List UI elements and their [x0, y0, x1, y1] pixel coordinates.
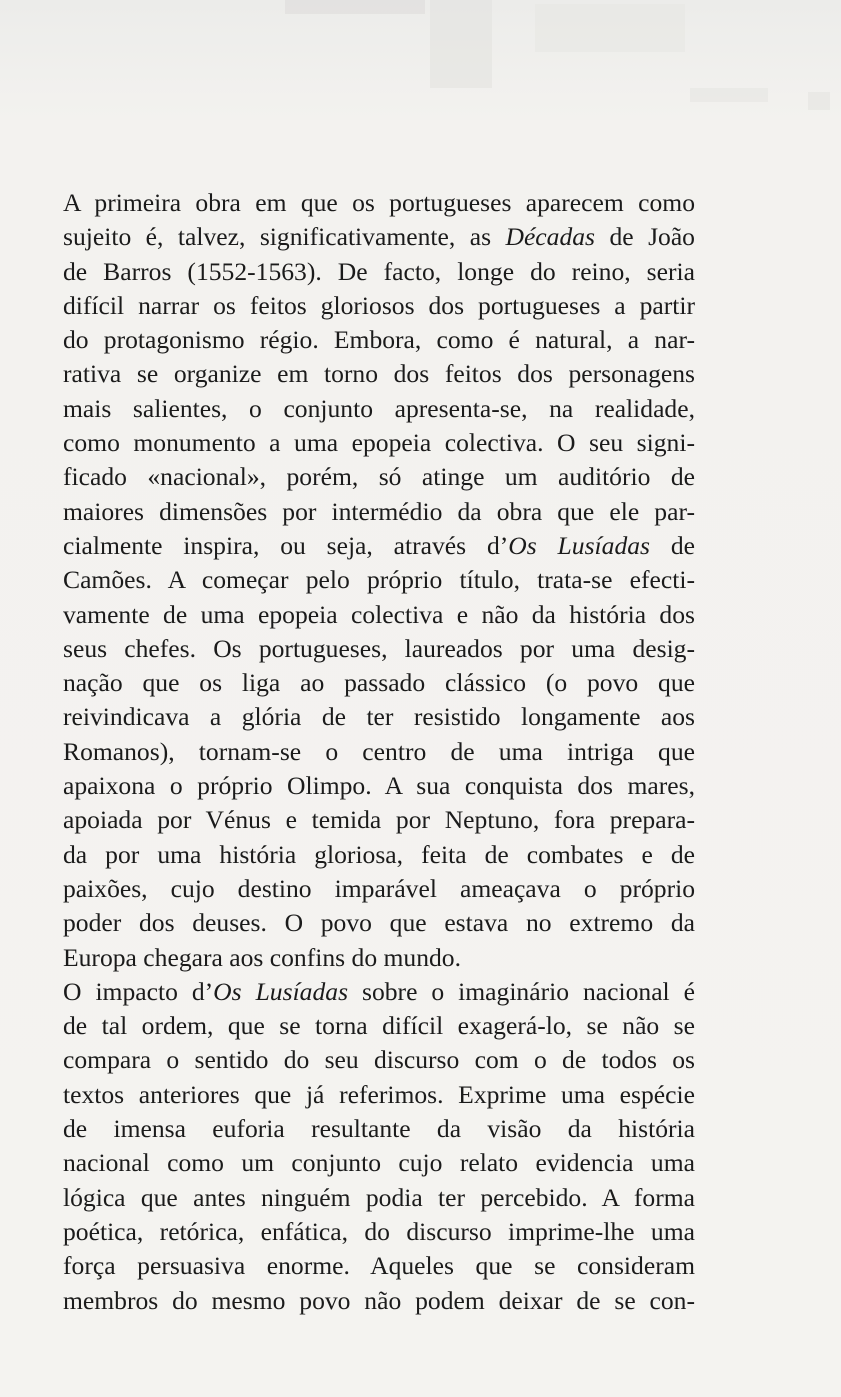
- text-segment: de tal ordem, que se torna difícil exagerá-lo, se não se: [63, 1011, 695, 1041]
- text-segment: A primeira obra em que os portugueses aparecem como: [63, 188, 695, 217]
- text-line: [63, 1249, 695, 1283]
- text-line: [63, 906, 695, 940]
- text-segment: reivindicava a glória de ter resistido longamente aos: [63, 702, 695, 732]
- text-segment: poder dos deuses. O povo que estava no extremo da: [63, 908, 695, 938]
- text-segment: de: [650, 530, 695, 560]
- text-segment: maiores dimensões por intermédio da obra que ele par-: [63, 496, 695, 526]
- text-line: [63, 735, 695, 769]
- text-line: [63, 529, 695, 563]
- text-line: [63, 872, 695, 906]
- text-segment: difícil narrar os feitos gloriosos dos portugueses a partir: [63, 290, 695, 320]
- text-segment: textos anteriores que já referimos. Exprime uma espécie: [63, 1079, 695, 1109]
- italic-title: Os Lusíadas: [508, 530, 650, 560]
- text-segment: Camões. A começar pelo próprio título, trata-se efecti-: [63, 565, 695, 595]
- text-line: [63, 1146, 695, 1180]
- text-line: [63, 220, 695, 254]
- text-segment: compara o sentido do seu discurso com o de todos os: [63, 1045, 695, 1075]
- text-segment: vamente de uma epopeia colectiva e não da história dos: [63, 599, 695, 629]
- text-segment: mais salientes, o conjunto apresenta-se, na realidade,: [63, 393, 695, 423]
- text-line: [63, 632, 695, 666]
- text-segment: seus chefes. Os portugueses, laureados por uma desig-: [63, 633, 695, 663]
- text-line: [63, 838, 695, 872]
- text-line: [63, 769, 695, 803]
- bleed-through-mark: [690, 88, 768, 102]
- bleed-through-mark: [285, 0, 425, 14]
- paragraph: [63, 186, 695, 975]
- body-text: [63, 186, 695, 1318]
- text-line: [63, 323, 695, 357]
- bleed-through-mark: [430, 0, 492, 88]
- text-segment: como monumento a uma epopeia colectiva. O seu signi-: [63, 428, 695, 458]
- text-line: [63, 700, 695, 734]
- text-line: [63, 426, 695, 460]
- text-segment: paixões, cujo destino imparável ameaçava o próprio: [63, 873, 695, 903]
- text-segment: Romanos), tornam-se o centro de uma intriga que: [63, 736, 695, 766]
- text-line: [63, 289, 695, 323]
- text-segment: cialmente inspira, ou seja, através d’: [63, 530, 509, 560]
- text-segment: O impacto d’: [63, 976, 214, 1006]
- text-line: [63, 563, 695, 597]
- text-segment: de João: [595, 222, 695, 252]
- text-line: [63, 941, 695, 975]
- text-line: [63, 392, 695, 426]
- text-segment: da por uma história gloriosa, feita de combates e de: [63, 839, 695, 869]
- text-segment: poética, retórica, enfática, do discurso imprime-lhe uma: [63, 1216, 695, 1246]
- text-segment: nacional como um conjunto cujo relato evidencia uma: [63, 1148, 695, 1178]
- text-segment: sujeito é, talvez, significativamente, as: [63, 222, 506, 252]
- text-line: [63, 666, 695, 700]
- text-line: [63, 1215, 695, 1249]
- text-segment: Europa chegara aos confins do mundo.: [63, 942, 462, 972]
- text-line: [63, 460, 695, 494]
- text-line: [63, 975, 695, 1009]
- text-segment: sobre o imaginário nacional é: [348, 976, 695, 1006]
- text-line: [63, 1112, 695, 1146]
- text-segment: membros do mesmo povo não podem deixar de se con-: [63, 1285, 695, 1315]
- bleed-through-mark: [535, 4, 685, 52]
- text-segment: apoiada por Vénus e temida por Neptuno, fora prepara-: [63, 805, 695, 835]
- italic-title: Décadas: [505, 222, 596, 252]
- italic-title: Os Lusíadas: [213, 976, 349, 1006]
- text-segment: rativa se organize em torno dos feitos dos personagens: [63, 359, 695, 389]
- text-segment: nação que os liga ao passado clássico (o povo que: [63, 668, 695, 698]
- text-segment: apaixona o próprio Olimpo. A sua conquista dos mares,: [63, 771, 695, 801]
- text-line: [63, 495, 695, 529]
- text-line: [63, 1181, 695, 1215]
- text-segment: ficado «nacional», porém, só atinge um auditório de: [63, 462, 695, 492]
- text-line: [63, 255, 695, 289]
- text-line: [63, 1009, 695, 1043]
- text-segment: força persuasiva enorme. Aqueles que se consideram: [63, 1251, 695, 1281]
- text-line: [63, 186, 695, 220]
- text-segment: de imensa euforia resultante da visão da história: [63, 1114, 695, 1144]
- paragraph: [63, 975, 695, 1318]
- text-segment: de Barros (1552-1563). De facto, longe do reino, seria: [63, 256, 695, 286]
- text-line: [63, 1284, 695, 1318]
- text-line: [63, 1078, 695, 1112]
- text-line: [63, 357, 695, 391]
- bleed-through-mark: [808, 92, 830, 110]
- text-line: [63, 803, 695, 837]
- text-segment: lógica que antes ninguém podia ter percebido. A forma: [63, 1182, 695, 1212]
- text-line: [63, 598, 695, 632]
- text-segment: do protagonismo régio. Embora, como é natural, a nar-: [63, 325, 695, 355]
- text-line: [63, 1043, 695, 1077]
